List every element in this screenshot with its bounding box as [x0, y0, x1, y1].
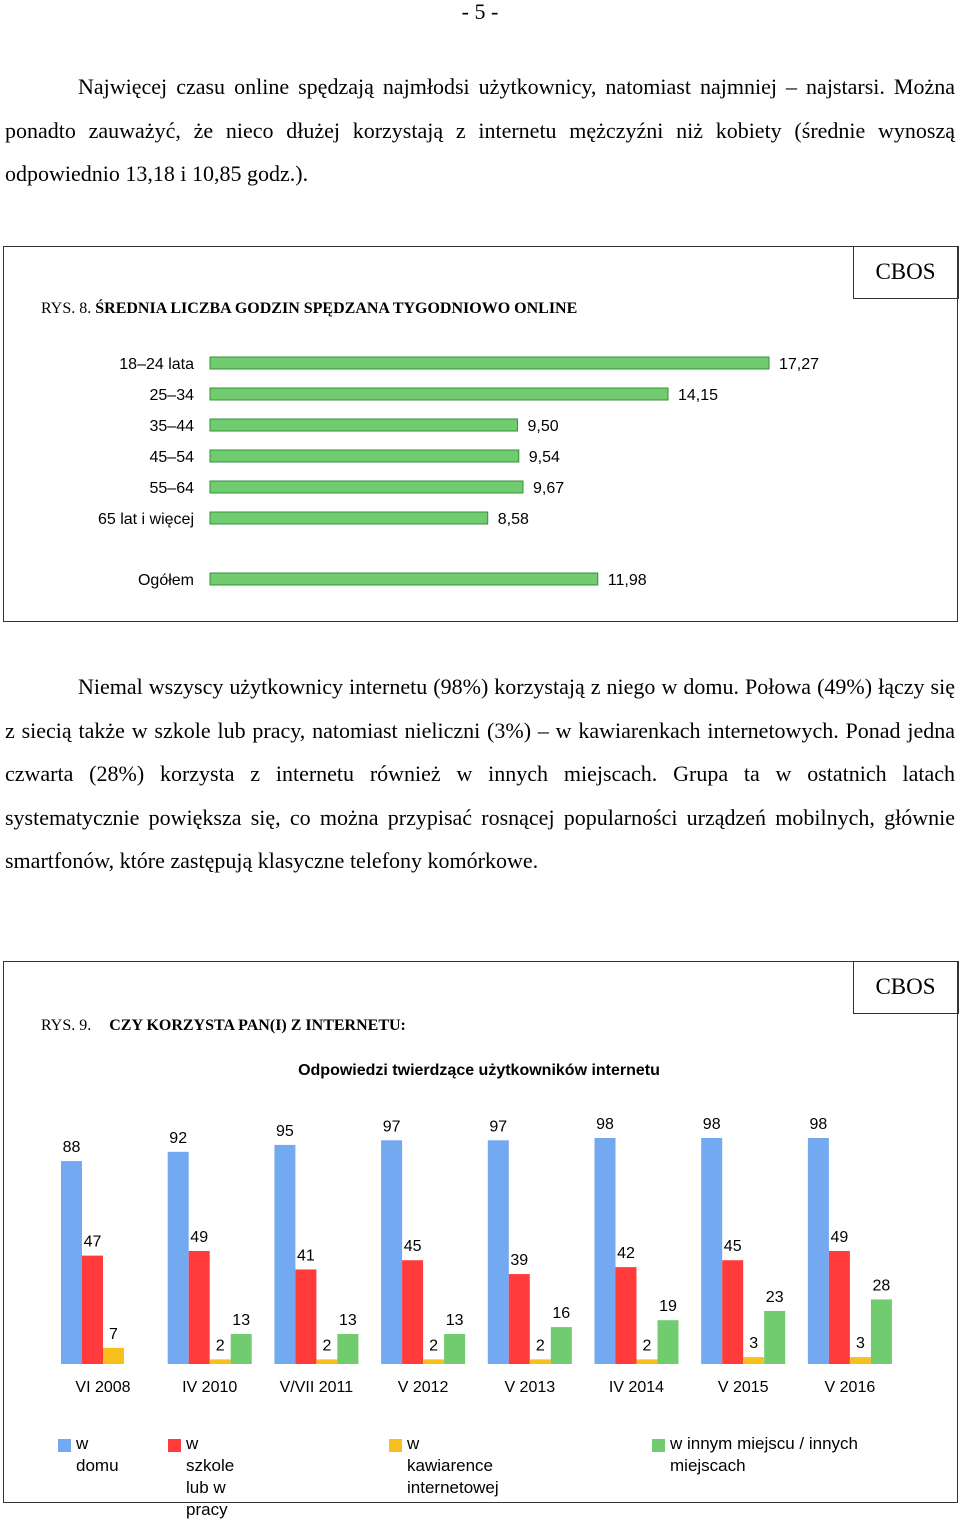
bar-value-s0-c0: 88: [62, 1139, 81, 1157]
bar-value-s2-c5: 2: [642, 1337, 652, 1355]
bar-s0-c6: [701, 1138, 722, 1364]
bar-value-s3-c6: 23: [765, 1288, 784, 1306]
bar-label-1: 25–34: [149, 387, 194, 404]
bar-s2-c6: [743, 1357, 764, 1364]
bar-value-s0-c1: 92: [169, 1129, 188, 1147]
bar-s2-c2: [316, 1359, 337, 1364]
bar-s0-c1: [168, 1152, 189, 1364]
bar-s2-c0: [103, 1348, 124, 1364]
bar-value-s1-c6: 45: [723, 1238, 742, 1256]
bar-value-4: 9,67: [533, 480, 565, 497]
bar-value-s1-c1: 49: [190, 1229, 209, 1246]
bar-value-s1-c7: 49: [830, 1229, 849, 1246]
bar-s1-c7: [829, 1251, 850, 1364]
bar-s1-c0: [82, 1256, 103, 1364]
bar-s3-c6: [764, 1311, 785, 1364]
bar-s1-c3: [402, 1260, 423, 1364]
figure-8-source-box: CBOS: [853, 246, 959, 299]
bar-value-s2-c3: 2: [429, 1337, 439, 1355]
category-label-0: VI 2008: [75, 1379, 131, 1396]
bar-s2-c7: [850, 1357, 871, 1364]
bar-value-s3-c7: 28: [872, 1277, 891, 1295]
bar-value-s3-c5: 19: [659, 1298, 677, 1316]
bar-s1-c4: [509, 1274, 530, 1364]
bar-value-s3-c3: 13: [445, 1312, 464, 1330]
bar-s3-c2: [337, 1334, 358, 1364]
figure-8-title: [41, 300, 577, 318]
bar-value-6: 11,98: [607, 572, 647, 589]
legend-label-other: w innym miejscu / innych miejscach: [670, 1434, 859, 1475]
category-label-6: V 2015: [717, 1379, 769, 1396]
bar-s0-c5: [595, 1138, 616, 1364]
bar-6: [210, 573, 598, 585]
bar-label-3: 45–54: [149, 449, 194, 466]
category-label-7: V 2016: [824, 1379, 876, 1396]
bar-s3-c5: [658, 1320, 679, 1364]
figure-8-heading: ŚREDNIA LICZBA GODZIN SPĘDZANA TYGODNIOWO ONLINE: [95, 300, 578, 317]
chart9-subtitle: Odpowiedzi twierdzące użytkowników internetu: [298, 1062, 660, 1079]
category-label-3: V 2012: [397, 1379, 449, 1396]
bar-s1-c1: [189, 1251, 210, 1364]
category-label-2: V/VII 2011: [279, 1379, 354, 1396]
bar-value-s0-c4: 97: [489, 1118, 508, 1136]
bar-s0-c0: [61, 1161, 82, 1364]
bar-value-s3-c4: 16: [552, 1305, 571, 1323]
bar-s1-c2: [295, 1269, 316, 1364]
bar-value-s2-c7: 3: [855, 1335, 865, 1353]
figure-9-heading: CZY KORZYSTA PAN(I) Z INTERNETU:: [109, 1017, 406, 1034]
paragraph-intro: [5, 65, 955, 196]
bar-s1-c6: [722, 1260, 743, 1364]
figure-9-label: RYS. 9.: [41, 1017, 92, 1034]
figure-9-legend: [58, 1433, 908, 1519]
legend-label-home: w domu: [76, 1434, 119, 1475]
bar-s0-c4: [488, 1140, 509, 1364]
bar-value-s0-c2: 95: [276, 1122, 294, 1140]
bar-s3-c7: [871, 1299, 892, 1364]
bar-value-3: 9,54: [528, 449, 560, 466]
figure-9-source-box: CBOS: [853, 961, 959, 1014]
bar-value-s0-c5: 98: [596, 1116, 614, 1133]
figure-9-title: [41, 1017, 406, 1035]
bar-s0-c2: [274, 1145, 295, 1364]
bar-s2-c4: [530, 1359, 551, 1364]
bar-value-s0-c3: 97: [382, 1118, 401, 1136]
bar-3: [210, 450, 519, 462]
bar-4: [210, 481, 523, 493]
bar-2: [210, 419, 517, 431]
legend-swatch-home: [58, 1439, 71, 1452]
bar-label-5: 65 lat i więcej: [97, 511, 194, 528]
bar-value-s3-c1: 13: [232, 1312, 251, 1330]
bar-s2-c3: [423, 1359, 444, 1364]
bar-value-s0-c6: 98: [702, 1116, 721, 1133]
figure-8-chart: [0, 340, 960, 610]
bar-value-s1-c0: 47: [83, 1233, 102, 1251]
bar-1: [210, 388, 668, 400]
category-label-5: IV 2014: [608, 1379, 665, 1396]
bar-s1-c5: [616, 1267, 637, 1364]
bar-value-s2-c0: 7: [109, 1325, 118, 1343]
bar-value-s3-c2: 13: [339, 1312, 357, 1330]
legend-label-school-work: w szkole lub w pracy: [186, 1434, 235, 1519]
figure-8-label: RYS. 8.: [41, 300, 92, 317]
bar-value-s1-c5: 42: [617, 1245, 635, 1263]
category-label-4: V 2013: [504, 1379, 556, 1396]
bar-0: [210, 357, 769, 369]
bar-value-2: 9,50: [527, 418, 559, 435]
bar-value-s1-c4: 39: [510, 1252, 529, 1270]
paragraph-body-text: Niemal wszyscy użytkownicy internetu (98%) korzystają z niego w domu. Połowa (49%) łączy się z siecią także w szkole lub pracy, natomiast nieliczni (3%) – w kawiarenkach internetowych. Ponad jedna czwarta (28%) korzysta z internetu również w innych miejscach. Grupa ta w ostatnich latach systematycznie powiększa się, co można przypisać rosnącej popularności urządzeń mobilnych, głównie smartfonów, które zastępują klasyczne telefony komórkowe.: [5, 674, 955, 873]
bar-label-0: 18–24 lata: [119, 356, 194, 373]
bar-value-s1-c2: 41: [297, 1247, 315, 1265]
bar-value-s1-c3: 45: [403, 1238, 422, 1256]
legend-swatch-school-work: [168, 1439, 181, 1452]
legend-swatch-other: [652, 1439, 665, 1452]
bar-s3-c1: [231, 1334, 252, 1364]
bar-label-2: 35–44: [149, 418, 194, 435]
bar-value-s2-c1: 2: [215, 1337, 225, 1355]
figure-9-chart: [0, 1055, 960, 1405]
legend-label-cafe: w kawiarence internetowej: [407, 1434, 499, 1497]
bar-s2-c5: [637, 1359, 658, 1364]
bar-value-s0-c7: 98: [809, 1116, 828, 1133]
bar-value-s2-c6: 3: [749, 1335, 759, 1353]
page-number: - 5 -: [461, 0, 499, 24]
bar-value-5: 8,58: [497, 511, 529, 528]
bar-s3-c3: [444, 1334, 465, 1364]
paragraph-body: [5, 665, 955, 883]
bar-label-4: 55–64: [149, 480, 194, 497]
bar-s0-c7: [808, 1138, 829, 1364]
bar-s0-c3: [381, 1140, 402, 1364]
legend-swatch-cafe: [389, 1439, 402, 1452]
bar-5: [210, 512, 488, 524]
bar-value-1: 14,15: [678, 387, 719, 404]
bar-s2-c1: [210, 1359, 231, 1364]
bar-value-0: 17,27: [779, 356, 820, 373]
bar-value-s2-c2: 2: [322, 1337, 332, 1355]
category-label-1: IV 2010: [182, 1379, 238, 1396]
bar-label-6: Ogółem: [137, 572, 194, 589]
bar-value-s2-c4: 2: [535, 1337, 545, 1355]
bar-s3-c4: [551, 1327, 572, 1364]
paragraph-intro-text: Najwięcej czasu online spędzają najmłodsi użytkownicy, natomiast najmniej – najstarsi. Można ponadto zauważyć, że nieco dłużej korzystają z internetu mężczyźni niż kobiety (średnie wynoszą odpowiednio 13,18 i 10,85 godz.).: [5, 74, 955, 186]
